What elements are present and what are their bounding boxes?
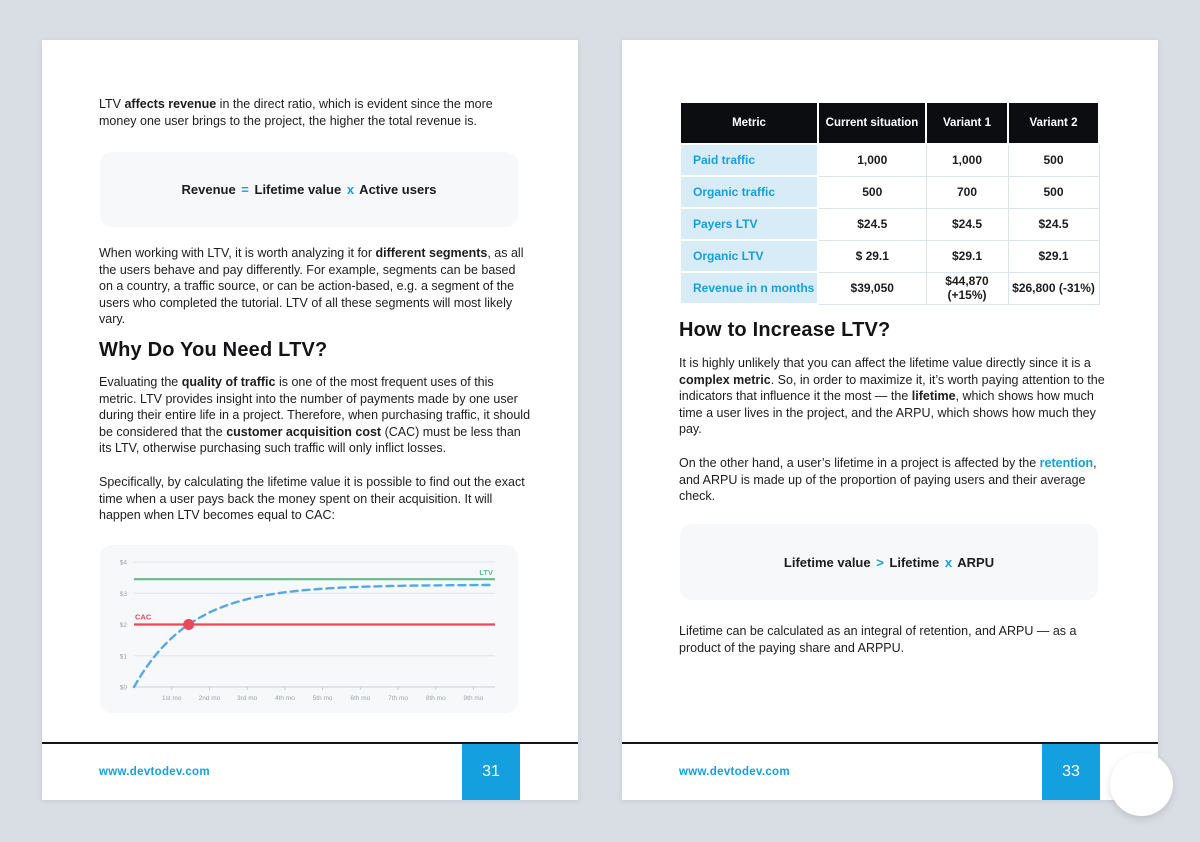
table-row [680,240,1099,272]
page-number-badge: 33 [1042,744,1100,800]
document-page-33 [622,40,1158,800]
ltv-cac-chart-svg [100,545,518,713]
formula-lifetime-text [784,555,994,570]
text-segment: Specifically, by calculating the lifetime value it is possible to find out the exact time when a user pays back the money spent on their acquisition. It will happen when LTV becomes equal to CAC: [99,475,525,522]
row-label: Organic LTV [680,240,818,272]
text-segment: ARPU [954,554,995,570]
text-segment: When working with LTV, it is worth analyzing it for [99,246,376,260]
paragraph-retention [679,455,1105,505]
cell-value: $39,050 [818,272,926,304]
cell-value: $29.1 [1008,240,1099,272]
section-heading-increase-ltv: How to Increase LTV? [679,319,891,341]
floating-circle-button[interactable] [1110,753,1173,816]
svg-text:5th mo: 5th mo [312,695,333,702]
formula-card-revenue [100,152,518,227]
row-label: Organic traffic [680,176,818,208]
text-segment: = [241,182,249,197]
row-label: Revenue in n months [680,272,818,304]
column-header: Current situation [818,102,926,144]
cell-value: $44,870 (+15%) [926,272,1008,304]
cell-value: $ 29.1 [818,240,926,272]
text-segment: . So, in order to maximize it, it’s worth paying attention to the indicators that influence it the most — the [679,372,1105,403]
paragraph-specifically [99,474,525,524]
svg-text:3rd mo: 3rd mo [237,695,258,702]
row-label: Paid traffic [680,144,818,176]
text-segment: Lifetime can be calculated as an integral of retention, and ARPU — as a product of the paying share and ARPPU. [679,624,1077,655]
svg-text:$2: $2 [119,622,127,629]
text-segment: Lifetime value [250,182,345,197]
text-segment: lifetime [911,389,956,403]
text-segment: different segments [375,246,488,260]
text-segment: Evaluating the [99,375,182,389]
svg-text:8th mo: 8th mo [425,695,446,702]
table-row [680,272,1099,304]
formula-revenue-text [181,182,436,197]
svg-text:6th mo: 6th mo [350,695,371,702]
svg-text:$1: $1 [119,653,127,661]
text-segment: is one of the most frequent uses of this metric. LTV provides insight into the number of payments made by one user during their entire life in a project. Therefore, when purchasing traffic, it should be considered that the [99,375,531,439]
column-header: Variant 2 [1008,102,1099,144]
text-segment: > [876,554,884,570]
cell-value: 500 [818,176,926,208]
text-segment: affects revenue [124,97,217,111]
svg-text:9th mo: 9th mo [463,695,484,702]
page-number-badge: 31 [462,744,520,800]
text-segment: in the direct ratio, which is evident since the more money one user brings to the project, the higher the total revenue is. [99,97,493,128]
svg-text:$3: $3 [119,590,127,598]
cell-value: 500 [1008,176,1099,208]
table-header-row [680,102,1099,144]
text-segment: , which shows how much time a user lives in the project, and the ARPU, which shows how much they pay. [679,389,1096,436]
text-segment: On the other hand, a user’s lifetime in a project is affected by the [679,456,1040,470]
row-label: Payers LTV [680,208,818,240]
cell-value: $24.5 [926,208,1008,240]
text-segment: (CAC) must be less than its LTV, otherwise purchasing such traffic will only inflict losses. [99,424,521,455]
svg-text:$4: $4 [119,559,127,567]
cell-value: $26,800 (-31%) [1008,272,1099,304]
footer-website-link[interactable]: www.devtodev.com [679,766,790,778]
text-segment: x [346,182,355,197]
paragraph-different-segments [99,245,525,328]
text-segment: Revenue [181,182,240,197]
cell-value: $24.5 [818,208,926,240]
paragraph-ltv-affects-revenue [99,96,523,129]
paragraph-complex-metric [679,355,1115,438]
cell-value: $24.5 [1008,208,1099,240]
column-header: Variant 1 [926,102,1008,144]
metrics-comparison-table [679,101,1100,305]
text-segment: Lifetime value [783,554,875,570]
svg-text:1st mo: 1st mo [161,695,182,702]
text-segment: Active users [356,182,437,197]
svg-text:2nd mo: 2nd mo [198,695,221,702]
cell-value: 700 [926,176,1008,208]
text-segment: quality of traffic [181,375,276,389]
cell-value: 1,000 [818,144,926,176]
text-segment: LTV [99,97,125,111]
table-row [680,176,1099,208]
svg-text:4th mo: 4th mo [274,695,295,702]
text-segment: customer acquisition cost [226,424,382,439]
footer-website-link[interactable]: www.devtodev.com [99,766,210,778]
cell-value: $29.1 [926,240,1008,272]
section-heading-why-ltv: Why Do You Need LTV? [99,339,328,361]
text-segment: , as all the users behave and pay differently. For example, segments can be based on a country, a traffic source, or can be action-based, e.g. a segment of the users who completed the tutorial. LTV of all these segments will most likely vary. [99,246,524,326]
text-segment: It is highly unlikely that you can affect the lifetime value directly since it is a [679,356,1091,370]
svg-text:LTV: LTV [479,568,493,578]
text-segment: Lifetime [885,554,943,570]
svg-text:$0: $0 [119,684,127,692]
formula-card-lifetime-value [680,524,1098,600]
ltv-cac-chart-card [100,545,518,713]
svg-text:CAC: CAC [135,612,152,622]
text-segment: retention [1039,456,1094,470]
cell-value: 1,000 [926,144,1008,176]
text-segment: x [944,554,953,570]
column-header: Metric [680,102,818,144]
document-page-31 [42,40,578,800]
svg-text:7th mo: 7th mo [388,695,408,702]
cell-value: 500 [1008,144,1099,176]
table-row [680,208,1099,240]
table-row [680,144,1099,176]
text-segment: , and ARPU is made up of the proportion of paying users and their average check. [679,456,1097,503]
paragraph-quality-of-traffic [99,374,531,457]
ltv-cac-chart [100,545,518,718]
text-segment: complex metric [679,372,771,387]
paragraph-integral [679,623,1115,656]
